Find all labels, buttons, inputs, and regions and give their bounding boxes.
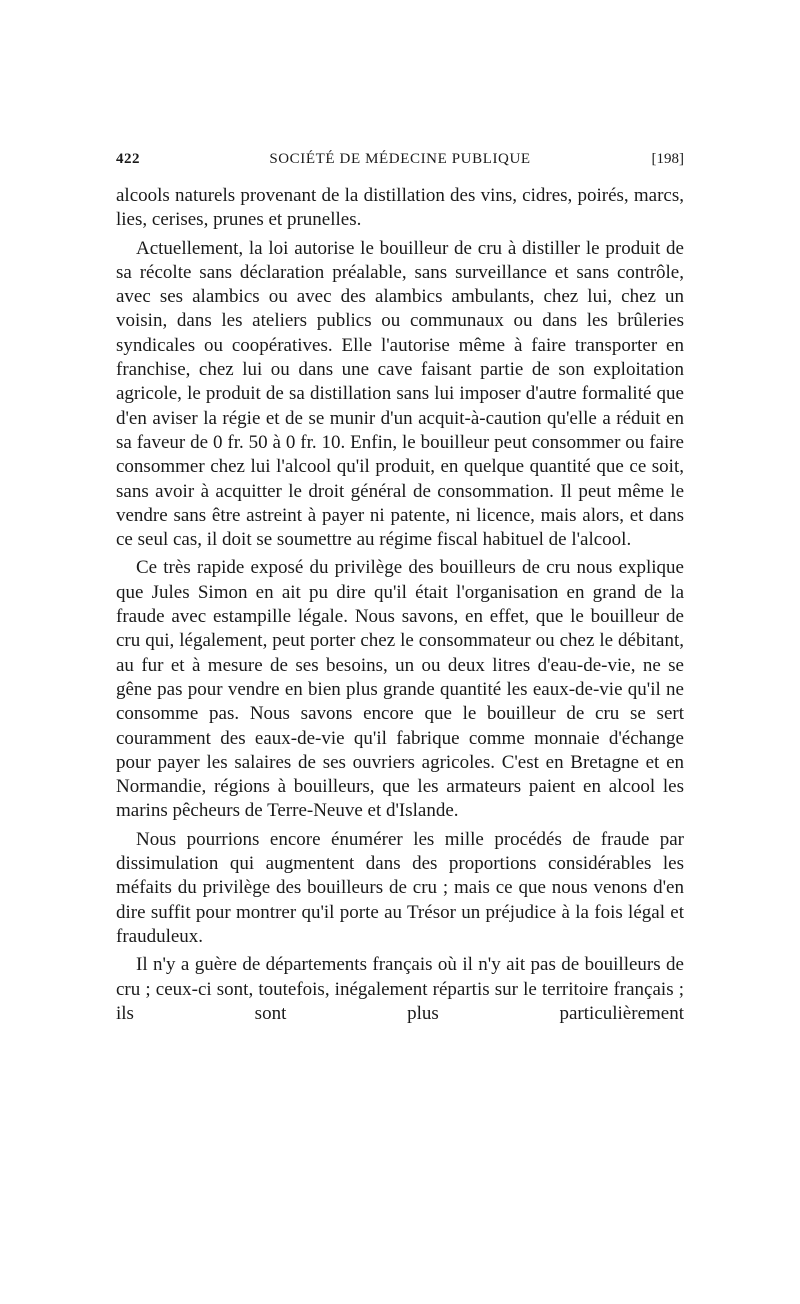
book-page xyxy=(116,146,684,1030)
paragraph-distribution: Il n'y a guère de départements français où il n'y ait pas de bouilleurs de cru ; ceux-ci sont, toutefois, inégalement répartis sur le territoire français ; ils sont plus particulièrement xyxy=(116,954,684,1024)
page-number: 422 xyxy=(116,151,140,167)
running-title: SOCIÉTÉ DE MÉDECINE PUBLIQUE xyxy=(269,151,531,167)
paragraph-law-privilege: Actuellement, la loi autorise le bouilleur de cru à distiller le produit de sa récolte sans déclaration préalable, sans surveillance et sans contrôle, avec ses alambics ou avec des alambics ambulants, chez lui, chez un voisin, dans les ateliers publics ou communaux ou dans les brûleries syndicales ou coopératives. Elle l'autorise même à faire transporter en franchise, chez lui ou dans une cave faisant partie de son exploitation agricole, le produit de sa distillation sans lui imposer d'autre formalité que d'en aviser la régie et de se munir d'un acquit-à-caution qu'elle a réduit en sa faveur de 0 fr. 50 à 0 fr. 10. Enfin, le bouilleur peut consommer ou faire consommer chez lui l'alcool qu'il produit, en quelque quantité que ce soit, sans avoir à acquitter le droit général de consommation. Il peut même le vendre sans être astreint à payer ni patente, ni licence, mais alors, et dans ce seul cas, il doit se soumettre au régime fiscal habituel de l'alcool. xyxy=(116,237,684,551)
sheet-number: [198] xyxy=(651,151,684,167)
paragraph-continuation: alcools naturels provenant de la distillation des vins, cidres, poirés, marcs, lies, cerises, prunes et prunelles. xyxy=(116,185,684,231)
paragraph-dissimulation: Nous pourrions encore énumérer les mille procédés de fraude par dissimulation qui augmentent dans des proportions considérables les méfaits du privilège des bouilleurs de cru ; mais ce que nous venons d'en dire suffit pour montrer qu'il porte au Trésor un préjudice à la fois légal et frauduleux. xyxy=(116,828,684,947)
paragraph-fraud-explanation: Ce très rapide exposé du privilège des bouilleurs de cru nous explique que Jules Simon en ait pu dire qu'il était l'organisation en grand de la fraude avec estampille légale. Nous savons, en effet, que le bouilleur de cru qui, légalement, peut porter chez le consommateur ou chez le débitant, au fur et à mesure de ses besoins, un ou deux litres d'eau-de-vie, ne se gêne pas pour vendre en bien plus grande quantité les eaux-de-vie qu'il ne consomme pas. Nous savons encore que le bouilleur de cru se sert couramment des eaux-de-vie qu'il fabrique comme monnaie d'échange pour payer les salaires de ses ouvriers agricoles. C'est en Bretagne et en Normandie, régions à bouilleurs, que les armateurs paient en alcool les marins pêcheurs de Terre-Neuve et d'Islande. xyxy=(116,557,684,822)
page-header xyxy=(116,146,684,172)
body-text xyxy=(116,184,684,1026)
